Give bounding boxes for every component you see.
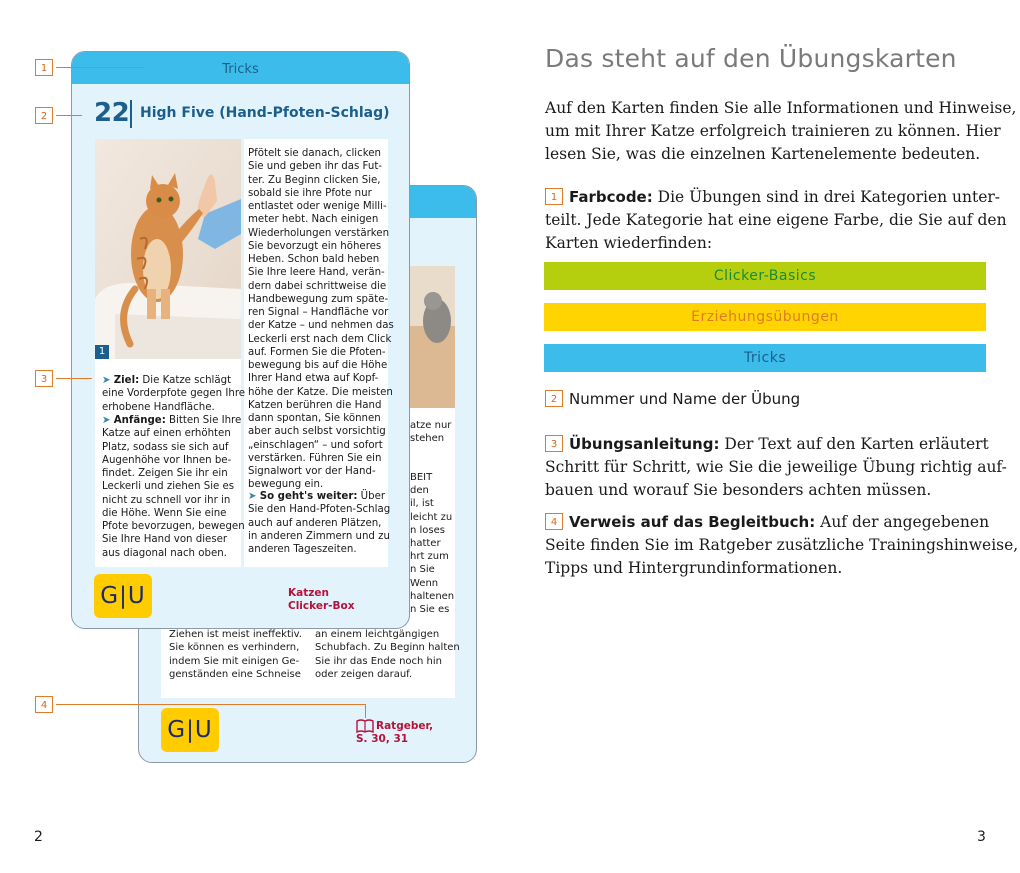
marker-3: 3 — [35, 370, 53, 387]
item-4-text: Auf der angegebenen Seite finden Sie im Ratgeber zusätzliche Trainingshinweise, Tipps und Hintergrundinformationen. — [545, 513, 1019, 577]
item-1-label: Farbcode: — [569, 188, 653, 206]
arrow-icon: ➤ — [248, 491, 257, 502]
page-number-left: 2 — [34, 829, 43, 845]
item-2-label: Nummer und Name der Übung — [569, 390, 801, 408]
item-3-number: 3 — [545, 435, 563, 452]
exercise-title: High Five (Hand-Pfoten-Schlag) — [140, 105, 390, 121]
back-card-gu-logo — [161, 708, 219, 752]
leader-1 — [56, 67, 144, 68]
ziel-body: Die Katze schlägt eine Vorderpfote gegen Ihre erhobene Handfläche. — [102, 375, 246, 413]
logo-letter-g: G — [100, 583, 120, 609]
page-heading: Das steht auf den Übungskarten — [545, 44, 957, 73]
arrow-icon: ➤ — [102, 375, 111, 386]
leader-3 — [56, 378, 92, 379]
item-verweis — [545, 511, 1018, 580]
category-clicker-basics: Clicker-Basics — [544, 262, 986, 290]
front-card-gu-logo — [94, 574, 152, 618]
leader-4-drop — [365, 704, 366, 718]
leader-4 — [56, 704, 366, 705]
back-card-bottom-left-text: Ziehen ist meist ineffektiv. Sie können es verhindern, indem Sie mit einigen Ge- genständen eine Schneise — [169, 629, 302, 680]
leader-2 — [56, 115, 82, 116]
back-card-bottom-right-text: an einem leichtgängigen Schubfach. Zu Beginn halten Sie ihr das Ende noch hin oder zeigen darauf. — [315, 629, 460, 680]
item-1-number: 1 — [545, 188, 563, 205]
photo-label: 1 — [95, 345, 109, 359]
logo-divider: | — [186, 717, 195, 743]
logo-letter-u: U — [194, 717, 213, 743]
logo-letter-g: G — [167, 717, 187, 743]
back-card-fragment-2: BEIT den il, ist leicht zu n loses hatter hrt zum n Sie Wenn haltenen n Sie es — [410, 472, 455, 616]
brand-label: Katzen Clicker-Box — [288, 587, 355, 612]
ziel-label: Ziel: — [113, 375, 140, 386]
category-tricks: Tricks — [544, 344, 986, 372]
ratgeber-reference: Ratgeber, S. 30, 31 — [356, 720, 434, 745]
ziel-text — [102, 374, 245, 414]
intro-paragraph: Auf den Karten finden Sie alle Informationen und Hinweise, um mit Ihrer Katze erfolgreich trainieren zu können. Hier lesen Sie, was die einzelnen Kartenelemente bedeuten. — [545, 99, 1017, 163]
anfaenge-body: Bitten Sie Ihre Katze auf einen erhöhten Platz, sodass sie sich auf Augenhöhe vor Ihnen be- findet. Zeigen Sie ihr ein Leckerli und ziehen Sie es nicht zu schnell vor ihr in die Höhe. Wenn Sie eine Pfote bevorzugen, bewegen Sie Ihre Hand von dieser aus diagonal nach oben. — [102, 415, 245, 559]
exercise-number: 22 — [94, 98, 130, 128]
item-4-number: 4 — [545, 513, 563, 530]
back-card-fragment-1: atze nur stehen — [410, 420, 452, 445]
item-farbcode — [545, 186, 1007, 255]
marker-1: 1 — [35, 59, 53, 76]
anfaenge-label: Anfänge: — [113, 415, 166, 426]
weiter-label: So geht's weiter: — [259, 491, 358, 502]
item-uebungsanleitung — [545, 433, 1007, 502]
category-erziehungsuebungen: Erziehungsübungen — [544, 303, 986, 331]
page-number-right: 3 — [977, 829, 986, 845]
item-4-label: Verweis auf das Begleitbuch: — [569, 513, 816, 531]
front-card — [71, 51, 410, 629]
item-3-label: Übungsanleitung: — [569, 435, 720, 453]
front-card-header: Tricks — [72, 52, 409, 84]
logo-letter-u: U — [127, 583, 146, 609]
item-2-number: 2 — [545, 390, 563, 407]
marker-2: 2 — [35, 107, 53, 124]
weiter-text — [248, 490, 390, 556]
marker-4: 4 — [35, 696, 53, 713]
item-3-text: Der Text auf den Karten erläutert Schritt für Schritt, wie Sie die jeweilige Übung richtig auf- bauen und worauf Sie besonders achten müssen. — [545, 435, 1007, 499]
arrow-icon: ➤ — [102, 415, 111, 426]
instruction-text-right: Pfötelt sie danach, clicken Sie und geben ihr das Fut- ter. Zu Beginn clicken Sie, sobald sie ihre Pfote nur entlastet oder wenige Milli- meter hebt. Nach einigen Wiederholungen verstärken Sie bevorzugt ein höheres Heben. Schon bald heben Sie Ihre leere Hand, verän- dern dabei schrittweise die Handbewegung zum späte- ren Signal – Handfläche vor der Katze – und nehmen das Leckerli erst nach dem Click auf. Formen Sie die Pfoten- bewegung bis auf die Höhe Ihrer Hand etwa auf Kopf- höhe der Katze. Die meisten Katzen berühren die Hand dann spontan, Sie können aber auch selbst vorsichtig „einschlagen“ – und sofort verstärken. Führen Sie ein Signalwort vor der Hand- bewegung ein. — [248, 148, 394, 491]
weiter-body: Über Sie den Hand-Pfoten-Schlag auch auf anderen Plätzen, in anderen Zimmern und zu anderen Tageszeiten. — [248, 491, 391, 555]
back-card-photo-fragment — [407, 266, 455, 408]
item-1-text: Die Übungen sind in drei Kategorien unter- teilt. Jede Kategorie hat eine eigene Farbe, die Sie auf den Karten wiederfinden: — [545, 188, 1007, 252]
item-nummer — [545, 388, 800, 411]
logo-divider: | — [119, 583, 128, 609]
title-divider — [130, 100, 132, 128]
cat-photo-fragment — [407, 266, 455, 408]
cat-high-five-photo — [95, 139, 241, 359]
anfaenge-text — [102, 414, 245, 560]
